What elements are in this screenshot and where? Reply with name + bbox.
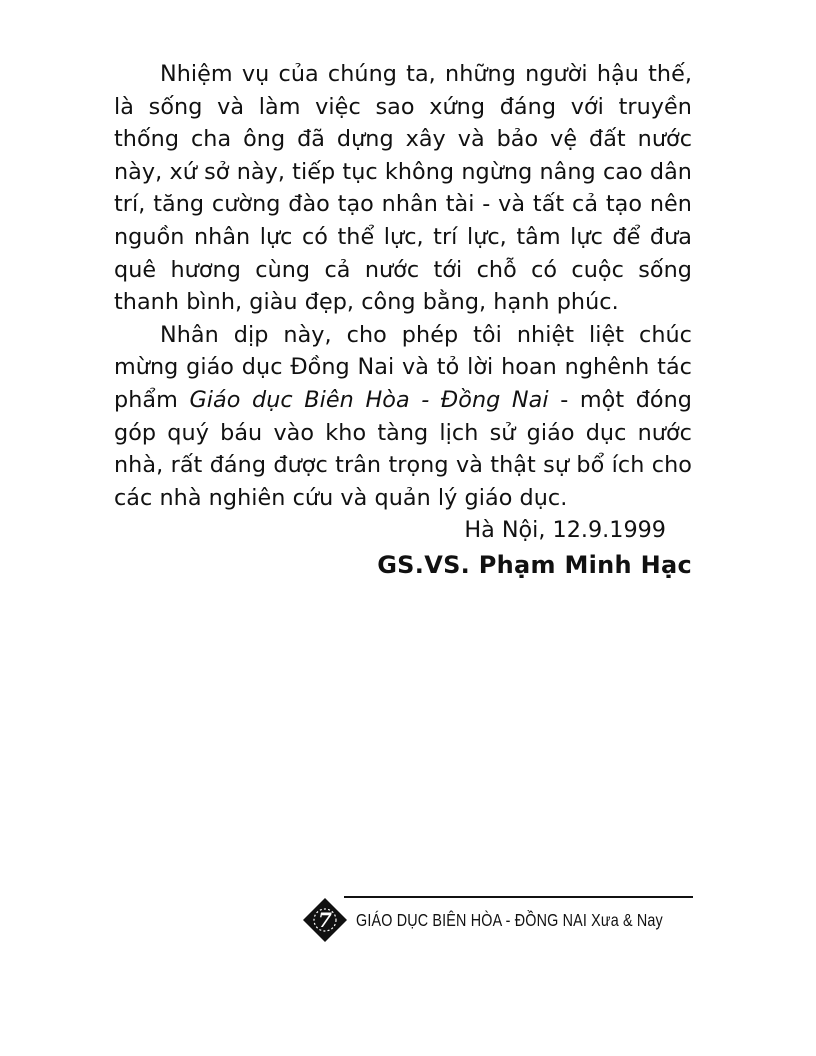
paragraph-1: Nhiệm vụ của chúng ta, những người hậu thế, là sống và làm việc sao xứng đáng với truyền thống cha ông đã dựng xây và bảo vệ đất nước này, xứ sở này, tiếp tục không ngừng nâng cao dân trí, tăng cường đào tạo nhân tài - và tất cả tạo nên nguồn nhân lực có thể lực, trí lực, tâm lực để đưa quê hương cùng cả nước tới chỗ có cuộc sống thanh bình, giàu đẹp, công bằng, hạnh phúc. (114, 61, 692, 316)
page-number: 7 (318, 908, 332, 932)
author-signature: GS.VS. Phạm Minh Hạc (377, 550, 692, 579)
book-title-italic: Giáo dục Biên Hòa - Đồng Nai (189, 386, 549, 413)
paragraph-2-rest: - một đóng góp quý báu vào kho tàng lịch sử giáo dục nước nhà, rất đáng được trân trọng và thật sự bổ ích cho các nhà nghiên cứu và quản lý giáo dục. (114, 386, 692, 511)
paragraph-2 (114, 319, 692, 515)
paragraph-2-lead: Nhân dịp này, cho phép tôi nhiệt liệt chúc mừng giáo dục Đồng Nai và tỏ lời hoan nghênh tác phẩm (114, 321, 692, 413)
page-footer (302, 898, 694, 942)
place-and-date: Hà Nội, 12.9.1999 (464, 517, 666, 544)
main-text (114, 58, 692, 583)
running-footer-title: GIÁO DỤC BIÊN HÒA - ĐỒNG NAI Xưa & Nay (356, 909, 663, 930)
page-number-badge (302, 897, 348, 943)
diamond-badge-icon (302, 897, 348, 943)
